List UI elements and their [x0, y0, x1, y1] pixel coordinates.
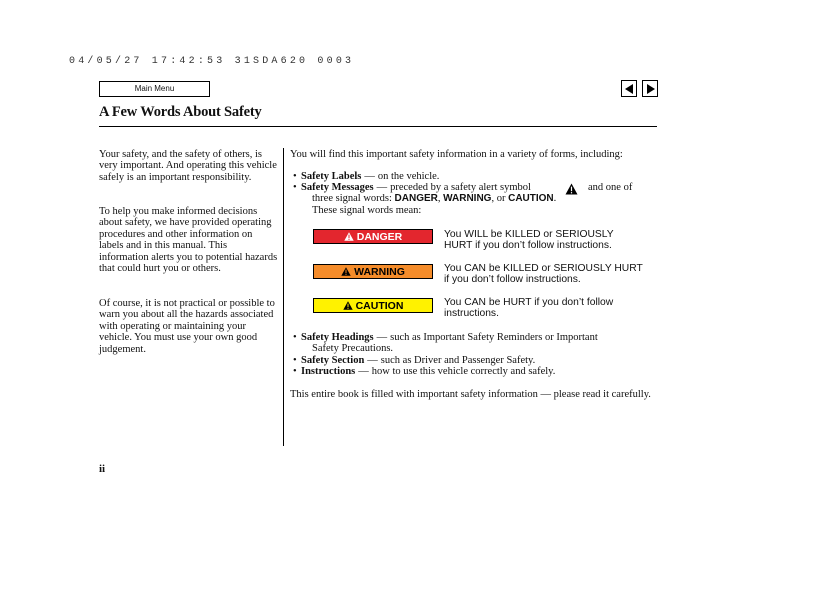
- bullet-label: Instructions: [301, 366, 356, 377]
- left-paragraph-3: Of course, it is not practical or possible to warn you about all the hazards associated with operating or maintaining your vehicle. You must use your own good judgement.: [99, 298, 275, 355]
- alert-triangle-icon: [343, 301, 353, 310]
- bullet-text: such as Important Safety Reminders or Important: [390, 332, 598, 343]
- bullet-text: on the vehicle.: [377, 171, 440, 182]
- signal-word-warning: WARNING: [443, 193, 492, 205]
- left-paragraph-1: Your safety, and the safety of others, is very important. And operating this vehicle safely is an important responsibility.: [99, 149, 277, 183]
- print-stamp: 04/05/27 17:42:53 31SDA620 0003: [69, 56, 355, 67]
- next-page-button[interactable]: [642, 80, 658, 97]
- caution-label: CAUTION: [355, 300, 404, 312]
- signal-words-or: , or: [491, 193, 506, 205]
- signal-words-prefix: three signal words:: [312, 193, 392, 205]
- closing-paragraph: This entire book is filled with important safety information — please read it carefully.: [290, 389, 651, 400]
- warning-signal-box: [313, 264, 433, 279]
- alert-triangle-icon: [344, 232, 354, 241]
- warning-description: You CAN be KILLED or SERIOUSLY HURT if you don’t follow instructions.: [444, 263, 643, 286]
- main-menu-button[interactable]: Main Menu: [99, 81, 210, 97]
- next-arrow-icon: [646, 84, 655, 94]
- previous-page-button[interactable]: [621, 80, 637, 97]
- right-intro: You will find this important safety information in a variety of forms, including:: [290, 149, 623, 160]
- bullet-text-line2: Safety Precautions.: [312, 343, 394, 355]
- page-title: A Few Words About Safety: [99, 104, 262, 120]
- page-number: ii: [99, 463, 106, 475]
- bullet-label: Safety Labels: [301, 171, 362, 182]
- left-paragraph-2: To help you make informed decisions about safety, we have provided operating procedures and other information on labels and in this manual. This information alerts you to potential hazards that could hurt you or others.: [99, 206, 278, 275]
- prev-arrow-icon: [625, 84, 634, 94]
- warning-label: WARNING: [354, 266, 405, 278]
- column-divider: [283, 148, 284, 446]
- bullet-label: Safety Headings: [301, 332, 374, 343]
- bullet-text: how to use this vehicle correctly and safely.: [371, 366, 556, 377]
- signal-word-danger: DANGER: [394, 193, 438, 205]
- bullet-label: Safety Section: [301, 355, 365, 366]
- signal-words-meaning: These signal words mean:: [312, 204, 422, 216]
- alert-triangle-icon: [565, 183, 578, 195]
- caution-signal-box: [313, 298, 433, 313]
- caution-description: You CAN be HURT if you don’t follow instructions.: [444, 297, 614, 320]
- danger-signal-box: [313, 229, 433, 244]
- bullet-text: such as Driver and Passenger Safety.: [380, 355, 536, 366]
- bullet-label: Safety Messages: [301, 182, 374, 193]
- title-rule: [99, 126, 657, 127]
- bullet-text-continued: and one of: [588, 182, 633, 193]
- danger-label: DANGER: [356, 231, 403, 243]
- alert-triangle-icon: [341, 267, 351, 276]
- danger-description: You WILL be KILLED or SERIOUSLY HURT if you don’t follow instructions.: [444, 229, 614, 252]
- signal-word-caution: CAUTION: [508, 193, 554, 205]
- bullet-text: preceded by a safety alert symbol: [390, 182, 531, 193]
